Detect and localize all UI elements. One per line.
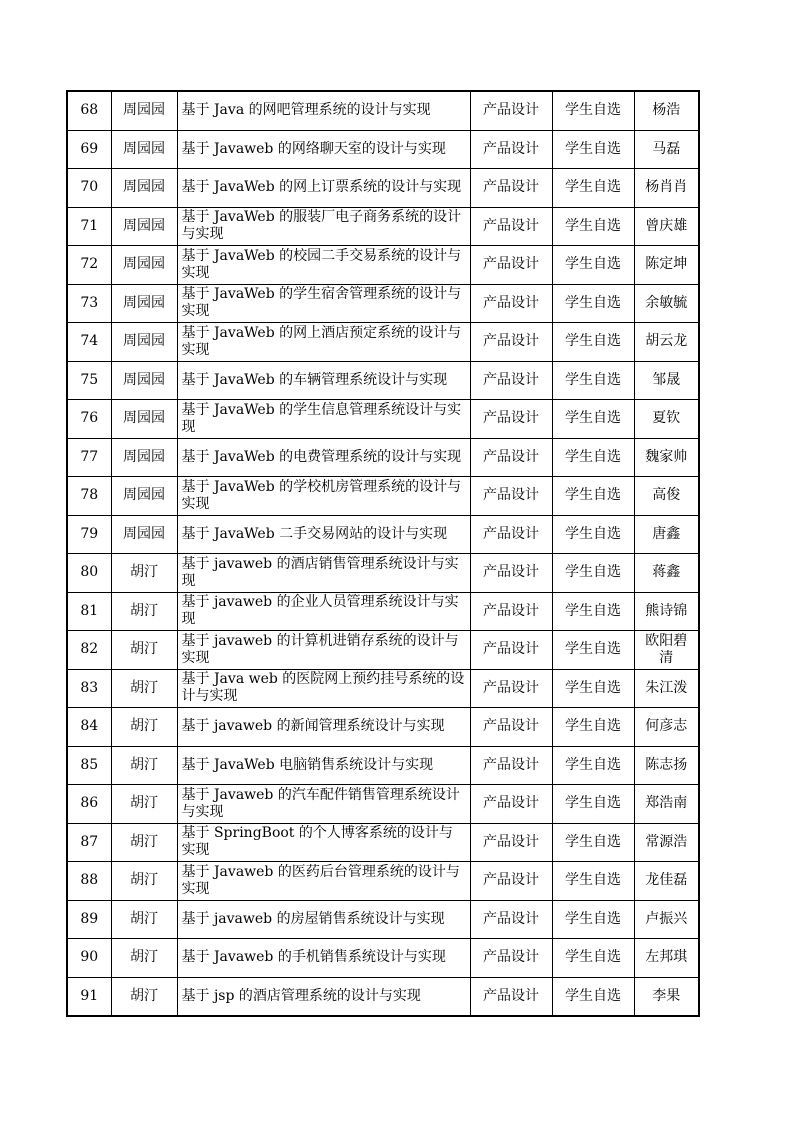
advisor-cell: 胡汀 [111, 785, 177, 824]
row-number-cell: 90 [67, 939, 111, 978]
topic-type-cell: 产品设计 [470, 169, 552, 208]
topic-source-cell: 学生自选 [552, 361, 634, 400]
topic-type-cell: 产品设计 [470, 669, 552, 708]
row-number-cell: 85 [67, 746, 111, 785]
topic-title-cell: 基于 JavaWeb 的校园二手交易系统的设计与实现 [177, 246, 470, 285]
student-name-cell: 何彦志 [634, 708, 699, 747]
student-name-cell: 杨浩 [634, 91, 699, 130]
table-row [67, 554, 699, 593]
student-name-cell: 欧阳碧清 [634, 631, 699, 670]
topic-source-cell: 学生自选 [552, 823, 634, 862]
topic-type-cell: 产品设计 [470, 939, 552, 978]
topic-source-cell: 学生自选 [552, 169, 634, 208]
topic-type-cell: 产品设计 [470, 708, 552, 747]
advisor-cell: 周园园 [111, 207, 177, 246]
advisor-cell: 胡汀 [111, 823, 177, 862]
topic-type-cell: 产品设计 [470, 438, 552, 477]
topic-title-cell: 基于 JavaWeb 二手交易网站的设计与实现 [177, 515, 470, 554]
advisor-cell: 周园园 [111, 91, 177, 130]
topic-source-cell: 学生自选 [552, 246, 634, 285]
topic-source-cell: 学生自选 [552, 284, 634, 323]
topic-title-cell: 基于 JavaWeb 的网上酒店预定系统的设计与实现 [177, 323, 470, 362]
row-number-cell: 86 [67, 785, 111, 824]
row-number-cell: 82 [67, 631, 111, 670]
advisor-cell: 周园园 [111, 477, 177, 516]
topic-type-cell: 产品设计 [470, 900, 552, 939]
student-name-cell: 夏钦 [634, 400, 699, 439]
row-number-cell: 75 [67, 361, 111, 400]
row-number-cell: 81 [67, 592, 111, 631]
table-row [67, 361, 699, 400]
topic-source-cell: 学生自选 [552, 438, 634, 477]
student-name-cell: 杨肖肖 [634, 169, 699, 208]
topic-source-cell: 学生自选 [552, 746, 634, 785]
topic-type-cell: 产品设计 [470, 515, 552, 554]
topic-title-cell: 基于 JavaWeb 的学生信息管理系统设计与实现 [177, 400, 470, 439]
student-name-cell: 余敏毓 [634, 284, 699, 323]
row-number-cell: 68 [67, 91, 111, 130]
student-name-cell: 陈定坤 [634, 246, 699, 285]
row-number-cell: 89 [67, 900, 111, 939]
topic-type-cell: 产品设计 [470, 862, 552, 901]
row-number-cell: 78 [67, 477, 111, 516]
topic-type-cell: 产品设计 [470, 284, 552, 323]
topic-title-cell: 基于 JavaWeb 的电费管理系统的设计与实现 [177, 438, 470, 477]
table-row [67, 785, 699, 824]
topic-source-cell: 学生自选 [552, 554, 634, 593]
table-row [67, 207, 699, 246]
student-name-cell: 胡云龙 [634, 323, 699, 362]
student-name-cell: 高俊 [634, 477, 699, 516]
advisor-cell: 周园园 [111, 169, 177, 208]
topic-source-cell: 学生自选 [552, 592, 634, 631]
table-row [67, 823, 699, 862]
table-row [67, 746, 699, 785]
advisor-cell: 周园园 [111, 130, 177, 169]
advisor-cell: 胡汀 [111, 862, 177, 901]
topic-source-cell: 学生自选 [552, 785, 634, 824]
table-row [67, 246, 699, 285]
topic-source-cell: 学生自选 [552, 323, 634, 362]
table-row [67, 862, 699, 901]
topic-type-cell: 产品设计 [470, 91, 552, 130]
advisor-cell: 周园园 [111, 438, 177, 477]
table-row [67, 900, 699, 939]
topic-source-cell: 学生自选 [552, 631, 634, 670]
topic-type-cell: 产品设计 [470, 977, 552, 1016]
advisor-cell: 胡汀 [111, 977, 177, 1016]
row-number-cell: 87 [67, 823, 111, 862]
topic-source-cell: 学生自选 [552, 91, 634, 130]
topic-title-cell: 基于 javaweb 的新闻管理系统设计与实现 [177, 708, 470, 747]
topic-title-cell: 基于 JavaWeb 的服装厂电子商务系统的设计与实现 [177, 207, 470, 246]
topic-title-cell: 基于 jsp 的酒店管理系统的设计与实现 [177, 977, 470, 1016]
topic-source-cell: 学生自选 [552, 939, 634, 978]
advisor-cell: 周园园 [111, 515, 177, 554]
topic-type-cell: 产品设计 [470, 631, 552, 670]
topic-type-cell: 产品设计 [470, 361, 552, 400]
topic-title-cell: 基于 Javaweb 的医药后台管理系统的设计与实现 [177, 862, 470, 901]
table-row [67, 939, 699, 978]
topic-type-cell: 产品设计 [470, 477, 552, 516]
advisor-cell: 胡汀 [111, 746, 177, 785]
advisor-cell: 周园园 [111, 323, 177, 362]
student-name-cell: 李果 [634, 977, 699, 1016]
advisor-cell: 周园园 [111, 400, 177, 439]
topic-title-cell: 基于 SpringBoot 的个人博客系统的设计与实现 [177, 823, 470, 862]
topic-title-cell: 基于 Java 的网吧管理系统的设计与实现 [177, 91, 470, 130]
row-number-cell: 79 [67, 515, 111, 554]
topic-source-cell: 学生自选 [552, 708, 634, 747]
topic-title-cell: 基于 javaweb 的酒店销售管理系统设计与实现 [177, 554, 470, 593]
topic-source-cell: 学生自选 [552, 515, 634, 554]
student-name-cell: 马磊 [634, 130, 699, 169]
table-row [67, 977, 699, 1016]
advisor-cell: 周园园 [111, 246, 177, 285]
table-row [67, 400, 699, 439]
table-row [67, 708, 699, 747]
topic-title-cell: 基于 Java web 的医院网上预约挂号系统的设计与实现 [177, 669, 470, 708]
advisor-cell: 周园园 [111, 361, 177, 400]
topic-title-cell: 基于 javaweb 的企业人员管理系统设计与实现 [177, 592, 470, 631]
advisor-cell: 胡汀 [111, 592, 177, 631]
topic-title-cell: 基于 javaweb 的房屋销售系统设计与实现 [177, 900, 470, 939]
table-row [67, 130, 699, 169]
row-number-cell: 73 [67, 284, 111, 323]
topic-title-cell: 基于 Javaweb 的汽车配件销售管理系统设计与实现 [177, 785, 470, 824]
topic-source-cell: 学生自选 [552, 669, 634, 708]
table-row [67, 515, 699, 554]
topic-source-cell: 学生自选 [552, 207, 634, 246]
advisor-cell: 胡汀 [111, 708, 177, 747]
topic-source-cell: 学生自选 [552, 130, 634, 169]
student-name-cell: 蒋鑫 [634, 554, 699, 593]
table-row [67, 669, 699, 708]
topic-type-cell: 产品设计 [470, 207, 552, 246]
topic-type-cell: 产品设计 [470, 746, 552, 785]
student-name-cell: 常源浩 [634, 823, 699, 862]
advisor-cell: 胡汀 [111, 554, 177, 593]
thesis-topic-table [66, 90, 700, 1017]
topic-source-cell: 学生自选 [552, 900, 634, 939]
row-number-cell: 77 [67, 438, 111, 477]
topic-title-cell: 基于 JavaWeb 的学校机房管理系统的设计与实现 [177, 477, 470, 516]
row-number-cell: 70 [67, 169, 111, 208]
row-number-cell: 74 [67, 323, 111, 362]
table-row [67, 91, 699, 130]
advisor-cell: 周园园 [111, 284, 177, 323]
topic-source-cell: 学生自选 [552, 977, 634, 1016]
student-name-cell: 龙佳磊 [634, 862, 699, 901]
topic-type-cell: 产品设计 [470, 130, 552, 169]
row-number-cell: 69 [67, 130, 111, 169]
topic-type-cell: 产品设计 [470, 323, 552, 362]
topic-title-cell: 基于 JavaWeb 的学生宿舍管理系统的设计与实现 [177, 284, 470, 323]
student-name-cell: 邹晟 [634, 361, 699, 400]
row-number-cell: 91 [67, 977, 111, 1016]
student-name-cell: 曾庆雄 [634, 207, 699, 246]
topic-type-cell: 产品设计 [470, 554, 552, 593]
table-body [67, 91, 699, 1016]
topic-source-cell: 学生自选 [552, 477, 634, 516]
table-row [67, 592, 699, 631]
topic-title-cell: 基于 Javaweb 的手机销售系统设计与实现 [177, 939, 470, 978]
topic-title-cell: 基于 javaweb 的计算机进销存系统的设计与实现 [177, 631, 470, 670]
row-number-cell: 76 [67, 400, 111, 439]
topic-type-cell: 产品设计 [470, 785, 552, 824]
student-name-cell: 卢振兴 [634, 900, 699, 939]
topic-title-cell: 基于 JavaWeb 电脑销售系统设计与实现 [177, 746, 470, 785]
topic-title-cell: 基于 JavaWeb 的网上订票系统的设计与实现 [177, 169, 470, 208]
student-name-cell: 魏家帅 [634, 438, 699, 477]
student-name-cell: 朱江泼 [634, 669, 699, 708]
topic-title-cell: 基于 Javaweb 的网络聊天室的设计与实现 [177, 130, 470, 169]
row-number-cell: 80 [67, 554, 111, 593]
topic-type-cell: 产品设计 [470, 592, 552, 631]
row-number-cell: 88 [67, 862, 111, 901]
advisor-cell: 胡汀 [111, 669, 177, 708]
student-name-cell: 熊诗锦 [634, 592, 699, 631]
row-number-cell: 71 [67, 207, 111, 246]
student-name-cell: 左邦琪 [634, 939, 699, 978]
topic-source-cell: 学生自选 [552, 862, 634, 901]
table-row [67, 169, 699, 208]
student-name-cell: 唐鑫 [634, 515, 699, 554]
row-number-cell: 72 [67, 246, 111, 285]
topic-title-cell: 基于 JavaWeb 的车辆管理系统设计与实现 [177, 361, 470, 400]
student-name-cell: 陈志扬 [634, 746, 699, 785]
student-name-cell: 郑浩南 [634, 785, 699, 824]
table-row [67, 631, 699, 670]
topic-source-cell: 学生自选 [552, 400, 634, 439]
table-row [67, 323, 699, 362]
advisor-cell: 胡汀 [111, 631, 177, 670]
topic-type-cell: 产品设计 [470, 246, 552, 285]
topic-type-cell: 产品设计 [470, 823, 552, 862]
advisor-cell: 胡汀 [111, 900, 177, 939]
table-row [67, 284, 699, 323]
table-row [67, 438, 699, 477]
row-number-cell: 83 [67, 669, 111, 708]
advisor-cell: 胡汀 [111, 939, 177, 978]
row-number-cell: 84 [67, 708, 111, 747]
table-row [67, 477, 699, 516]
topic-type-cell: 产品设计 [470, 400, 552, 439]
